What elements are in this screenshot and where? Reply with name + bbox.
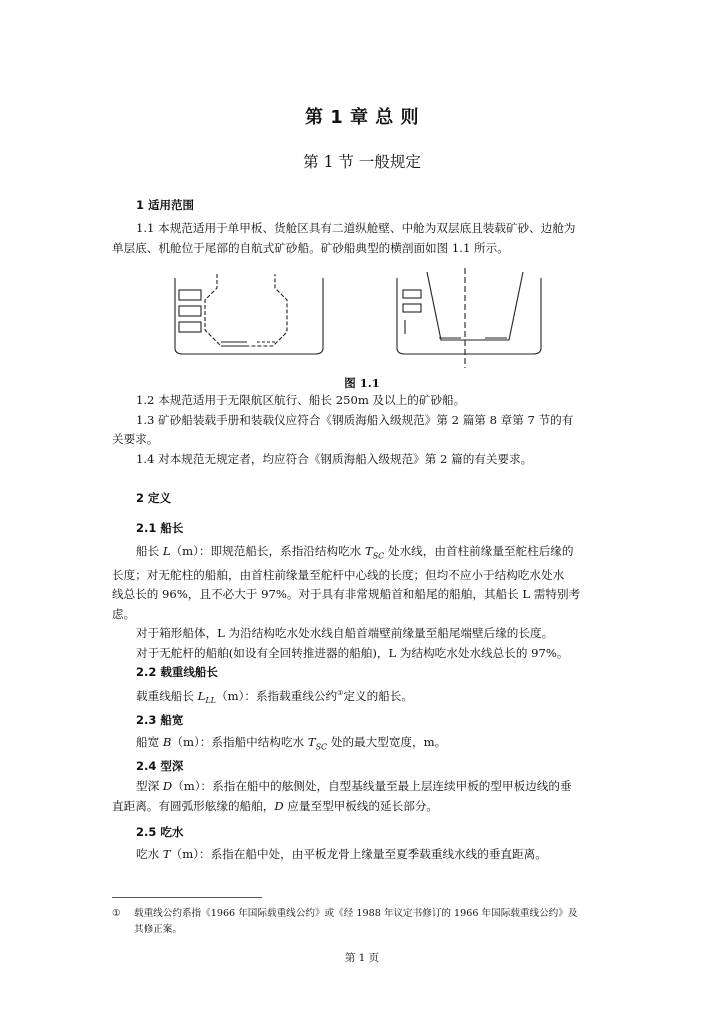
longitudinal-bulkhead-right <box>427 272 523 340</box>
heading-scope: 1 适用范围 <box>136 198 195 212</box>
chapter-title: 第 1 章 总 则 <box>304 107 420 128</box>
heading-definitions: 2 定义 <box>136 491 172 505</box>
heading-2-4: 2.4 型深 <box>136 759 184 773</box>
paragraph-1-1: 1.1 本规范适用于单甲板、货舱区具有二道纵舱壁、中舱为双层底且装载矿砂、边舱为 单层底、机舱位于尾部的自航式矿砂船。矿砂船典型的横剖面如图 1.1 所示。 <box>112 221 576 255</box>
footnote-marker: ① <box>112 908 121 919</box>
figure-caption: 图 1.1 <box>344 376 380 390</box>
heading-2-1: 2.1 船长 <box>136 521 184 535</box>
paragraph-2-5: 吃水 T（m）：系指在船中处，由平板龙骨上缘量至夏季载重线水线的垂直距离。 <box>136 847 547 861</box>
page-number: 第 1 页 <box>344 952 380 964</box>
hopper-bulkhead-left <box>205 274 287 346</box>
figure-ship-cross-sections <box>165 268 545 368</box>
paragraph-2-3: 船宽 B（m）：系指船中结构吃水 $T_{SC}$ 处的最大型宽度，m。 <box>136 735 447 752</box>
heading-2-2: 2.2 载重线船长 <box>136 665 218 679</box>
footnote: ① 载重线公约系指《1966 年国际载重线公约》或《经 1988 年议定书修订的 1966 年国际载重线公约》及 其修正案。 <box>112 906 622 938</box>
paragraph-2-2: 载重线船长 $L_{LL}(m)$：系指载重线公约①定义的船长。 <box>136 688 413 706</box>
paragraph-2-4: 型深 D（m）：系指在船中的舷侧处，自型基线量至最上层连续甲板的型甲板边线的垂 直距离。有圆弧形舷缘的船舶，D 应量至型甲板线的延长部分。 <box>112 779 572 813</box>
paragraph-1-2-to-1-4: 1.2 本规范适用于无限航区航行、船长 250m 及以上的矿砂船。 1.3 矿砂船装载手册和装载仪应符合《钢质海船入级规范》第 2 篇第 8 章第 7 节的有 关要求。 1.4 对本规范无规定者，均应符合《钢质海船入级规范》第 2 篇的有关要求。 <box>112 393 574 466</box>
heading-2-5: 2.5 吃水 <box>136 825 184 839</box>
section-title: 第 1 节 一般规定 <box>303 153 421 171</box>
footnote-ref: ① <box>337 689 344 697</box>
paragraph-2-1: 船长 L（m）：即规范船长，系指沿结构吃水 $T_{SC}$ 处水线，由首柱前缘量至舵柱后缘的 长度；对无舵柱的船舶，由首柱前缘量至舵杆中心线的长度；但均不应小于结构吃水处水 线总长的 96%，且不必大于 97%。对于具有非常规船首和船尾的船舶，其船长 L 需特别考 虑。 对于箱形船体，L 为沿结构吃水处水线自船首端壁前缘量至船尾端壁后缘的长度。 对于无舵杆的船舶(如设有全回转推进器的船舶)，L 为结构吃水处水线总长的 97%。 <box>112 544 581 660</box>
footnote-divider <box>112 897 262 898</box>
heading-2-3: 2.3 船宽 <box>136 713 184 727</box>
